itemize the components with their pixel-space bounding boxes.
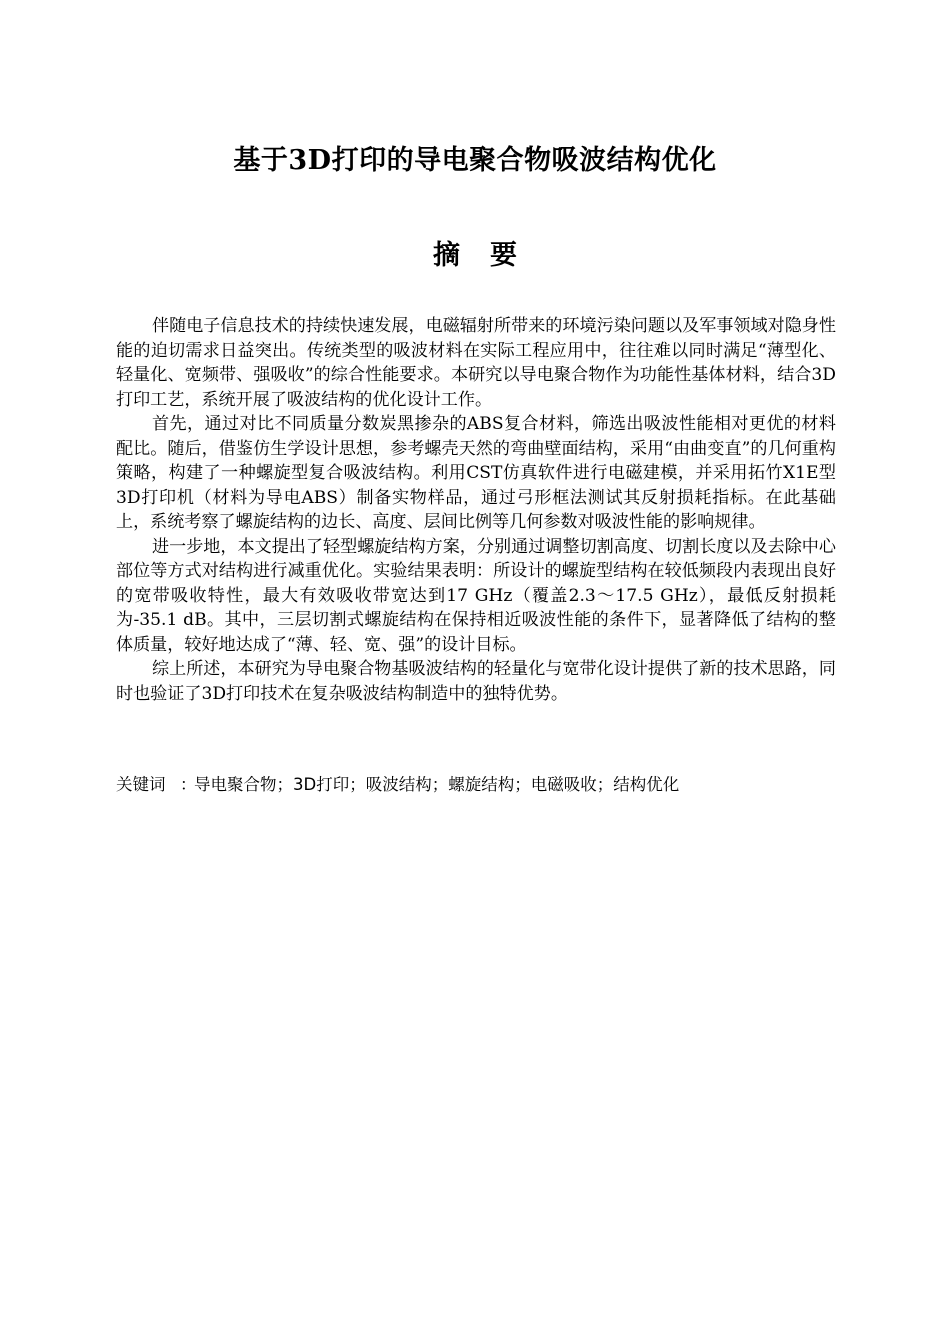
abstract-paragraph-2: 首先，通过对比不同质量分数炭黑掺杂的ABS复合材料，筛选出吸波性能相对更优的材料配比。随后，借鉴仿生学设计思想，参考螺壳天然的弯曲壁面结构，采用“由曲变直”的几何重构策略，构建了一种螺旋型复合吸波结构。利用CST仿真软件进行电磁建模，并采用拓竹X1E型3D打印机（材料为导电ABS）制备实物样品，通过弓形框法测试其反射损耗指标。在此基础上，系统考察了螺旋结构的边长、高度、层间比例等几何参数对吸波性能的影响规律。 (116, 414, 836, 532)
abstract-paragraph-4: 综上所述，本研究为导电聚合物基吸波结构的轻量化与宽带化设计提供了新的技术思路，同时也验证了3D打印技术在复杂吸波结构制造中的独特优势。 (116, 659, 836, 704)
abstract-body (116, 314, 836, 706)
document-title: 基于3D打印的导电聚合物吸波结构优化 (233, 145, 717, 176)
keywords-separator: ： (180, 775, 197, 794)
abstract-paragraph-3: 进一步地，本文提出了轻型螺旋结构方案，分别通过调整切割高度、切割长度以及去除中心部位等方式对结构进行减重优化。实验结果表明：所设计的螺旋型结构在较低频段内表现出良好的宽带吸收特性，最大有效吸收带宽达到17 GHz（覆盖2.3～17.5 GHz），最低反射损耗为-35.1 dB。其中，三层切割式螺旋结构在保持相近吸波性能的条件下，显著降低了结构的整体质量，较好地达成了“薄、轻、宽、强”的设计目标。 (116, 536, 836, 655)
abstract-paragraph-1: 伴随电子信息技术的持续快速发展，电磁辐射所带来的环境污染问题以及军事领域对隐身性能的迫切需求日益突出。传统类型的吸波材料在实际工程应用中，往往难以同时满足“薄型化、轻量化、宽频带、强吸收”的综合性能要求。本研究以导电聚合物作为功能性基体材料，结合3D打印工艺，系统开展了吸波结构的优化设计工作。 (116, 316, 836, 410)
abstract-heading: 摘要 (433, 240, 547, 271)
keywords-label: 关键词 (116, 775, 166, 794)
keywords-text: 导电聚合物；3D打印；吸波结构；螺旋结构；电磁吸收；结构优化 (194, 775, 680, 794)
keywords-line (116, 773, 836, 797)
